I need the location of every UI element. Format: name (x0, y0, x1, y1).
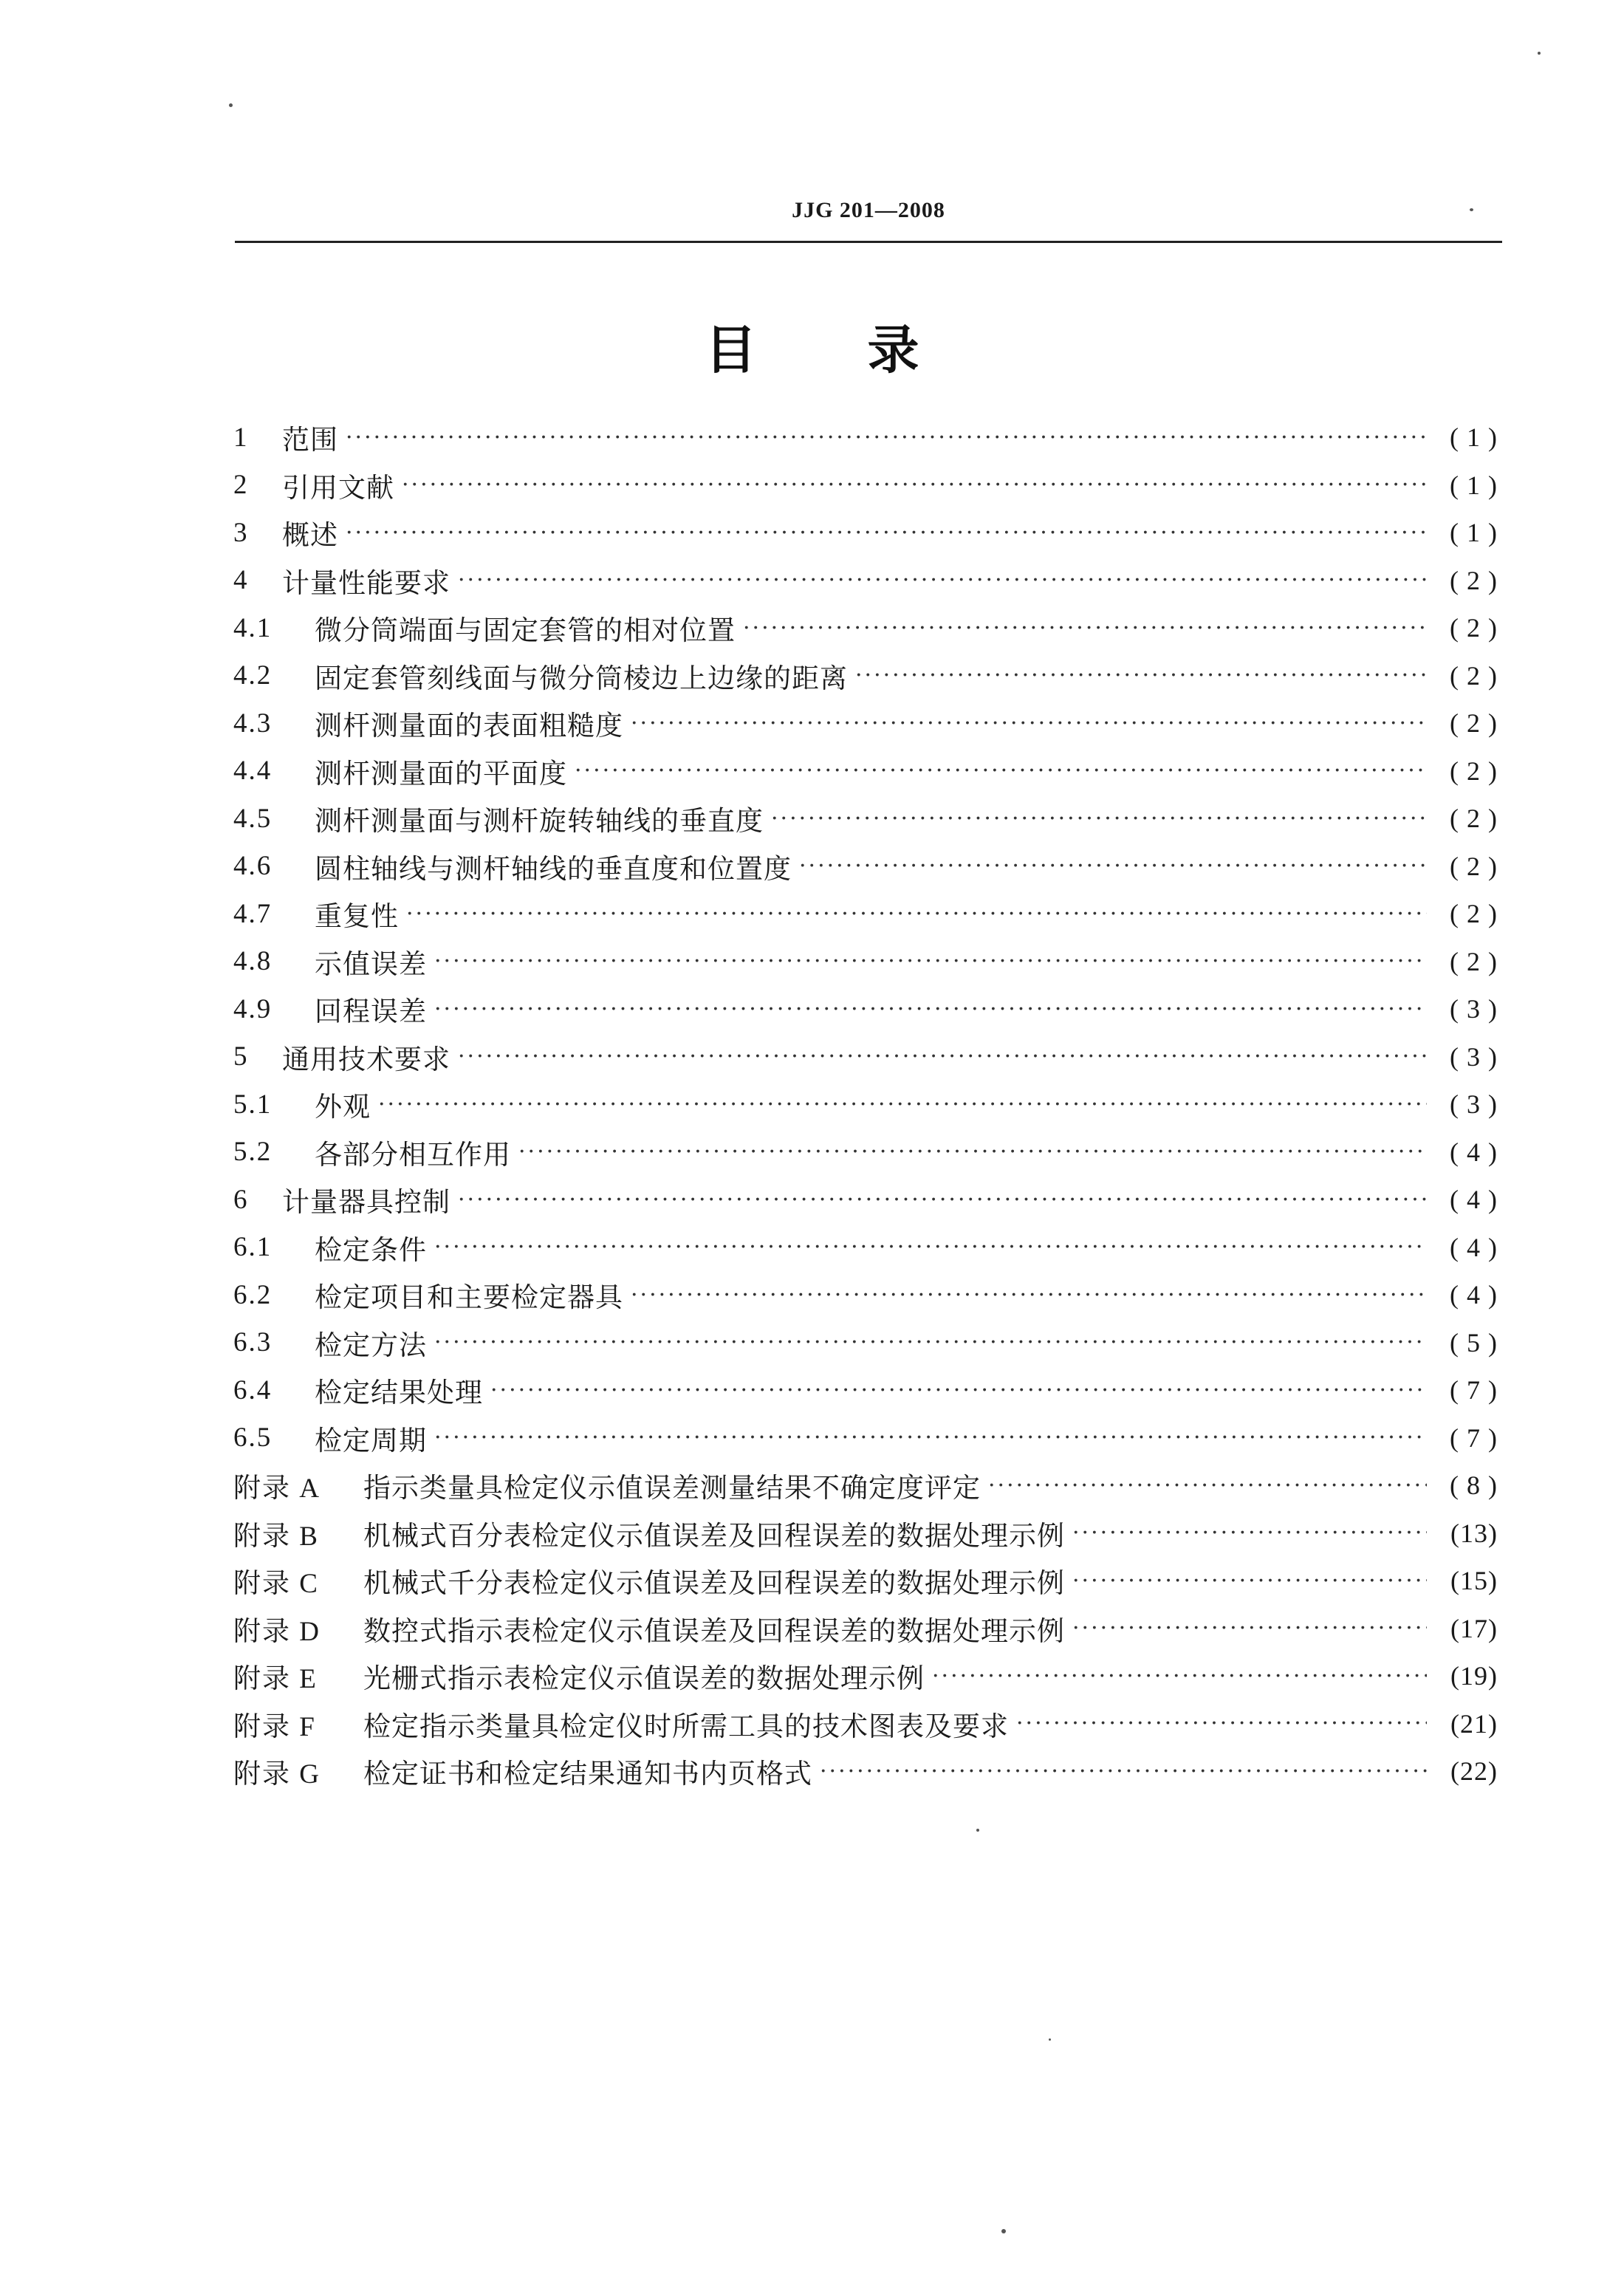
scan-speck (976, 1829, 979, 1832)
toc-entry-label: 各部分相互作用 (315, 1138, 511, 1171)
toc-leader-dots (1065, 1520, 1427, 1546)
toc-entry[interactable] (233, 1366, 1498, 1414)
toc-entry[interactable] (233, 1271, 1498, 1319)
toc-entry-label: 检定方法 (315, 1329, 427, 1361)
toc-entry[interactable] (233, 1414, 1498, 1462)
toc-entry[interactable] (233, 1747, 1498, 1795)
toc-entry-number: 附录 C (233, 1569, 319, 1600)
toc-leader-dots (848, 662, 1427, 688)
toc-entry[interactable] (233, 1129, 1498, 1177)
toc-entry-number: 附录 A (233, 1473, 321, 1504)
toc-entry[interactable] (233, 843, 1498, 891)
toc-entry-number: 4.8 (233, 946, 273, 977)
toc-entry-page: ( 2 ) (1450, 804, 1498, 834)
toc-entry[interactable] (233, 795, 1498, 843)
toc-entry-page: ( 2 ) (1450, 899, 1498, 929)
toc-entry[interactable] (233, 1462, 1498, 1510)
toc-entry[interactable] (233, 1700, 1498, 1748)
toc-entry-label: 检定条件 (315, 1233, 427, 1266)
toc-entry-page: ( 8 ) (1450, 1470, 1498, 1501)
toc-leader-dots (371, 1092, 1427, 1117)
toc-entry-label: 固定套管刻线面与微分筒棱边上边缘的距离 (315, 662, 848, 694)
table-of-contents (233, 414, 1498, 1795)
toc-entry-page: ( 4 ) (1450, 1280, 1498, 1310)
toc-entry-number: 5 (233, 1041, 249, 1072)
toc-entry[interactable] (233, 1319, 1498, 1367)
toc-entry-number: 附录 F (233, 1711, 316, 1742)
toc-entry-label: 光栅式指示表检定仪示值误差的数据处理示例 (363, 1663, 925, 1695)
toc-entry-number: 4.4 (233, 756, 273, 787)
toc-entry-label: 指示类量具检定仪示值误差测量结果不确定度评定 (363, 1472, 981, 1504)
toc-entry-label: 检定周期 (315, 1424, 427, 1456)
page-title (0, 309, 1624, 383)
toc-entry-label: 数控式指示表检定仪示值误差及回程误差的数据处理示例 (363, 1615, 1065, 1647)
toc-leader-dots (1009, 1711, 1427, 1736)
toc-leader-dots (450, 567, 1427, 593)
toc-entry-number: 4.2 (233, 660, 273, 691)
toc-entry-label: 测杆测量面与测杆旋转轴线的垂直度 (315, 805, 764, 838)
scan-speck (1001, 2229, 1006, 2233)
toc-entry-number: 6.4 (233, 1374, 273, 1405)
toc-leader-dots (483, 1377, 1427, 1403)
toc-entry-page: (21) (1450, 1708, 1498, 1739)
toc-entry[interactable] (233, 890, 1498, 938)
document-code-header: JJG 201—2008 (792, 198, 945, 222)
toc-entry-number: 附录 G (233, 1759, 321, 1790)
toc-entry-label: 检定指示类量具检定仪时所需工具的技术图表及要求 (363, 1710, 1009, 1742)
toc-leader-dots (338, 425, 1427, 451)
toc-entry-label: 检定结果处理 (315, 1377, 483, 1409)
toc-entry-number: 6 (233, 1184, 249, 1215)
toc-leader-dots (623, 711, 1427, 736)
toc-entry-page: ( 1 ) (1450, 422, 1498, 453)
toc-entry-number: 5.2 (233, 1137, 273, 1168)
toc-entry-number: 4.6 (233, 851, 273, 882)
toc-entry-label: 微分筒端面与固定套管的相对位置 (315, 614, 736, 647)
toc-leader-dots (1065, 1615, 1427, 1641)
toc-leader-dots (764, 806, 1427, 832)
scan-speck (1049, 2038, 1051, 2041)
scan-speck (1538, 52, 1541, 55)
toc-entry-number: 1 (233, 422, 249, 453)
toc-entry-page: ( 4 ) (1450, 1185, 1498, 1215)
toc-entry-page: ( 4 ) (1450, 1137, 1498, 1167)
toc-leader-dots (925, 1663, 1427, 1689)
toc-entry[interactable] (233, 414, 1498, 462)
toc-entry[interactable] (233, 604, 1498, 652)
toc-leader-dots (792, 853, 1427, 879)
title-char-2: 录 (867, 320, 919, 380)
toc-entry[interactable] (233, 557, 1498, 605)
toc-entry-page: ( 1 ) (1450, 470, 1498, 500)
toc-entry-number: 附录 B (233, 1521, 319, 1552)
toc-entry-number: 2 (233, 470, 249, 501)
toc-entry-page: ( 5 ) (1450, 1327, 1498, 1357)
toc-leader-dots (427, 1234, 1427, 1260)
toc-entry-number: 4 (233, 565, 249, 596)
toc-leader-dots (1065, 1568, 1427, 1594)
toc-entry[interactable] (233, 1224, 1498, 1272)
toc-entry-page: ( 2 ) (1450, 660, 1498, 691)
toc-leader-dots (567, 758, 1427, 784)
toc-entry-label: 测杆测量面的平面度 (315, 757, 567, 790)
toc-entry-number: 4.7 (233, 898, 273, 929)
toc-entry-label: 通用技术要求 (282, 1043, 450, 1075)
toc-leader-dots (427, 1425, 1427, 1451)
toc-entry[interactable] (233, 652, 1498, 700)
toc-entry[interactable] (233, 985, 1498, 1033)
toc-leader-dots (427, 1329, 1427, 1355)
toc-entry-page: (15) (1450, 1566, 1498, 1596)
toc-entry-page: ( 3 ) (1450, 1089, 1498, 1120)
toc-leader-dots (511, 1139, 1427, 1165)
toc-entry[interactable] (233, 699, 1498, 747)
toc-entry-label: 机械式千分表检定仪示值误差及回程误差的数据处理示例 (363, 1567, 1065, 1600)
toc-entry-label: 圆柱轴线与测杆轴线的垂直度和位置度 (315, 852, 792, 885)
toc-entry-label: 测杆测量面的表面粗糙度 (315, 710, 623, 742)
toc-entry-page: ( 2 ) (1450, 946, 1498, 976)
toc-entry-number: 4.3 (233, 708, 273, 739)
toc-leader-dots (736, 615, 1427, 641)
toc-entry-page: ( 2 ) (1450, 565, 1498, 595)
toc-leader-dots (394, 472, 1427, 498)
toc-entry[interactable] (233, 1605, 1498, 1653)
toc-entry-number: 附录 E (233, 1664, 318, 1695)
toc-entry-label: 机械式百分表检定仪示值误差及回程误差的数据处理示例 (363, 1519, 1065, 1552)
toc-leader-dots (450, 1187, 1427, 1213)
toc-entry[interactable] (233, 462, 1498, 510)
title-char-1: 目 (705, 320, 757, 380)
toc-entry-label: 范围 (282, 424, 338, 456)
toc-entry-label: 检定项目和主要检定器具 (315, 1281, 623, 1314)
toc-leader-dots (338, 520, 1427, 546)
toc-entry[interactable] (233, 1652, 1498, 1700)
toc-entry[interactable] (233, 1081, 1498, 1129)
toc-entry-label: 示值误差 (315, 948, 427, 980)
toc-leader-dots (399, 901, 1427, 927)
toc-entry-page: (13) (1450, 1518, 1498, 1548)
toc-entry-number: 4.9 (233, 993, 273, 1024)
toc-entry-number: 4.5 (233, 803, 273, 834)
toc-entry-number: 6.1 (233, 1232, 273, 1263)
toc-entry-page: ( 2 ) (1450, 708, 1498, 739)
toc-leader-dots (427, 996, 1427, 1022)
toc-entry[interactable] (233, 509, 1498, 557)
scan-speck (229, 103, 233, 107)
toc-entry-page: (22) (1450, 1756, 1498, 1787)
toc-entry-page: (19) (1450, 1661, 1498, 1691)
toc-entry-page: ( 7 ) (1450, 1375, 1498, 1405)
toc-entry[interactable] (233, 1557, 1498, 1605)
toc-leader-dots (450, 1044, 1427, 1069)
toc-entry-number: 3 (233, 517, 249, 548)
toc-entry[interactable] (233, 1033, 1498, 1081)
header-rule (235, 241, 1502, 243)
toc-entry-page: (17) (1450, 1613, 1498, 1643)
toc-entry-page: ( 3 ) (1450, 1041, 1498, 1072)
toc-entry-number: 6.2 (233, 1279, 273, 1310)
toc-leader-dots (812, 1759, 1427, 1784)
toc-entry-label: 引用文献 (282, 471, 394, 504)
toc-entry[interactable] (233, 1176, 1498, 1224)
toc-leader-dots (427, 948, 1427, 974)
toc-entry-label: 外观 (315, 1091, 371, 1123)
toc-entry-page: ( 2 ) (1450, 756, 1498, 786)
toc-entry-number: 附录 D (233, 1616, 321, 1647)
toc-entry-number: 5.1 (233, 1089, 273, 1120)
toc-entry-label: 概述 (282, 519, 338, 552)
toc-entry-number: 6.3 (233, 1327, 273, 1358)
toc-entry-label: 计量性能要求 (282, 566, 450, 599)
toc-entry-label: 回程误差 (315, 996, 427, 1028)
toc-entry-page: ( 1 ) (1450, 518, 1498, 548)
toc-entry-label: 检定证书和检定结果通知书内页格式 (363, 1758, 812, 1790)
toc-entry-page: ( 2 ) (1450, 613, 1498, 643)
toc-entry[interactable] (233, 1510, 1498, 1558)
toc-entry-number: 4.1 (233, 612, 273, 643)
scan-speck (1470, 208, 1473, 211)
toc-entry[interactable] (233, 938, 1498, 986)
toc-entry-label: 重复性 (315, 900, 399, 933)
toc-entry-page: ( 7 ) (1450, 1422, 1498, 1453)
toc-entry-page: ( 3 ) (1450, 994, 1498, 1024)
toc-entry-page: ( 4 ) (1450, 1232, 1498, 1262)
toc-entry-label: 计量器具控制 (282, 1186, 450, 1219)
toc-entry-number: 6.5 (233, 1422, 273, 1454)
toc-leader-dots (623, 1282, 1427, 1308)
toc-entry-page: ( 2 ) (1450, 851, 1498, 881)
toc-entry[interactable] (233, 747, 1498, 795)
toc-leader-dots (981, 1473, 1427, 1499)
